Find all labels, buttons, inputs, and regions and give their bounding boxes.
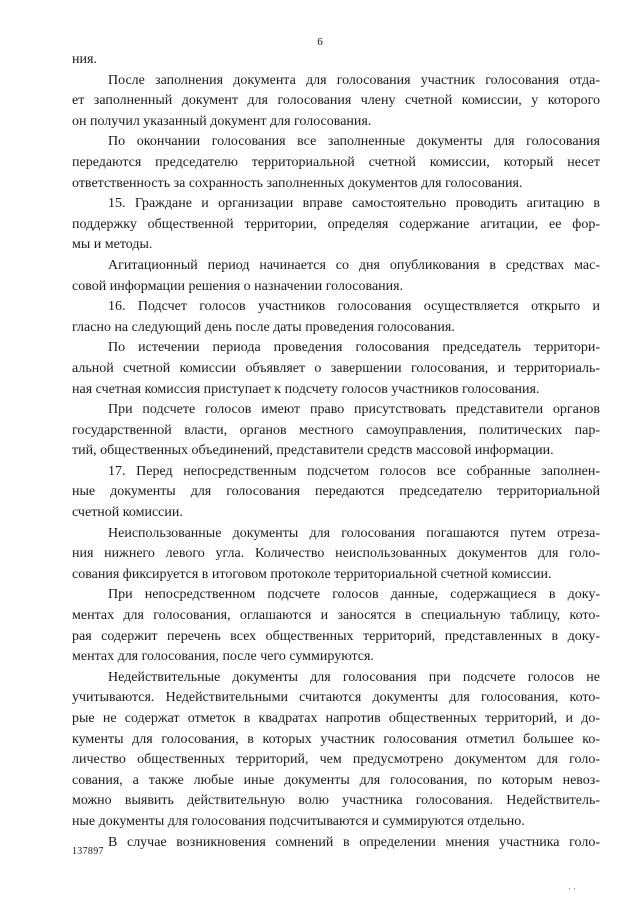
document-code: 137897	[72, 846, 104, 857]
text-line: 15. Граждане и организации вправе самостоятельно проводить агитацию в	[108, 196, 600, 212]
text-line: 16. Подсчет голосов участников голосования осуществляется открыто и	[108, 299, 600, 315]
text-line: счетной комиссии.	[72, 505, 183, 521]
text-line: ответственность за сохранность заполненных документов для голосования.	[72, 175, 523, 191]
text-line: ментах для голосования, после чего суммируются.	[72, 649, 374, 665]
text-line: По истечении периода проведения голосования председатель территори-	[108, 340, 600, 356]
text-line: При подсчете голосов имеют право присутствовать представители органов	[108, 402, 600, 418]
text-line: ет заполненный документ для голосования члену счетной комиссии, у которого	[72, 93, 600, 109]
text-line: государственной власти, органов местного самоуправления, политических пар-	[72, 422, 600, 438]
text-line: поддержку общественной территории, определяя содержание агитации, ее фор-	[72, 216, 600, 232]
text-line: ния.	[72, 52, 97, 67]
text-line: рые не содержат отметок в квадратах напротив общественных территорий, и до-	[72, 711, 600, 726]
text-line: Агитационный период начинается со дня опубликования в средствах мас-	[108, 257, 600, 273]
text-line: При непосредственном подсчете голосов данные, содержащиеся в доку-	[108, 587, 600, 603]
text-line: Недействительные документы для голосования при подсчете голосов не	[108, 669, 600, 685]
text-line: альной счетной комиссии объявляет о завершении голосования, и территориаль-	[72, 360, 600, 376]
text-line: совой информации решения о назначении голосования.	[72, 278, 404, 294]
text-line: личество общественных территорий, чем предусмотрено документом для голо-	[72, 752, 600, 768]
text-line: тий, общественных объединений, представители средств массовой информации.	[72, 443, 554, 459]
text-line: ная счетная комиссия приступает к подсчету голосов участников голосования.	[72, 381, 540, 397]
text-line: сования, а также любые иные документы для голосования, по которым невоз-	[72, 772, 600, 788]
corner-marks: · ·	[568, 884, 577, 894]
text-line: После заполнения документа для голосования участник голосования отда-	[108, 72, 600, 88]
text-line: В случае возникновения сомнений в определении мнения участника голо-	[108, 834, 600, 850]
text-line: Неиспользованные документы для голосования погашаются путем отреза-	[108, 525, 600, 541]
text-line: ные документы для голосования подсчитываются и суммируются отдельно.	[72, 813, 525, 829]
text-line: рая содержит перечень всех общественных территорий, представленных в доку-	[72, 628, 600, 644]
text-line: учитываются. Недействительными считаются документы для голосования, кото-	[72, 690, 600, 706]
text-line: ные документы для голосования передаются председателю территориальной	[72, 484, 600, 500]
page-number: 6	[317, 36, 323, 48]
text-line: передаются председателю территориальной счетной комиссии, который несет	[72, 154, 600, 170]
text-line: гласно на следующий день после даты проведения голосования.	[72, 319, 455, 335]
text-line: мы и методы.	[72, 237, 153, 253]
text-line: ния нижнего левого угла. Количество неиспользованных документов для голо-	[72, 546, 600, 562]
text-line: сования фиксируется в итоговом протоколе территориальной счетной комиссии.	[72, 566, 552, 582]
body-text	[72, 50, 600, 853]
text-line: можно выявить действительную волю участника голосования. Недействитель-	[72, 793, 600, 809]
text-line: ментах для голосования, оглашаются и заносятся в специальную таблицу, кото-	[72, 608, 600, 624]
text-line: По окончании голосования все заполненные документы для голосования	[108, 134, 600, 150]
text-line: он получил указанный документ для голосования.	[72, 113, 372, 129]
text-line: 17. Перед непосредственным подсчетом голосов все собранные заполнен-	[108, 463, 600, 479]
text-line: кументы для голосования, в которых участник голосования отметил большее ко-	[72, 731, 600, 747]
